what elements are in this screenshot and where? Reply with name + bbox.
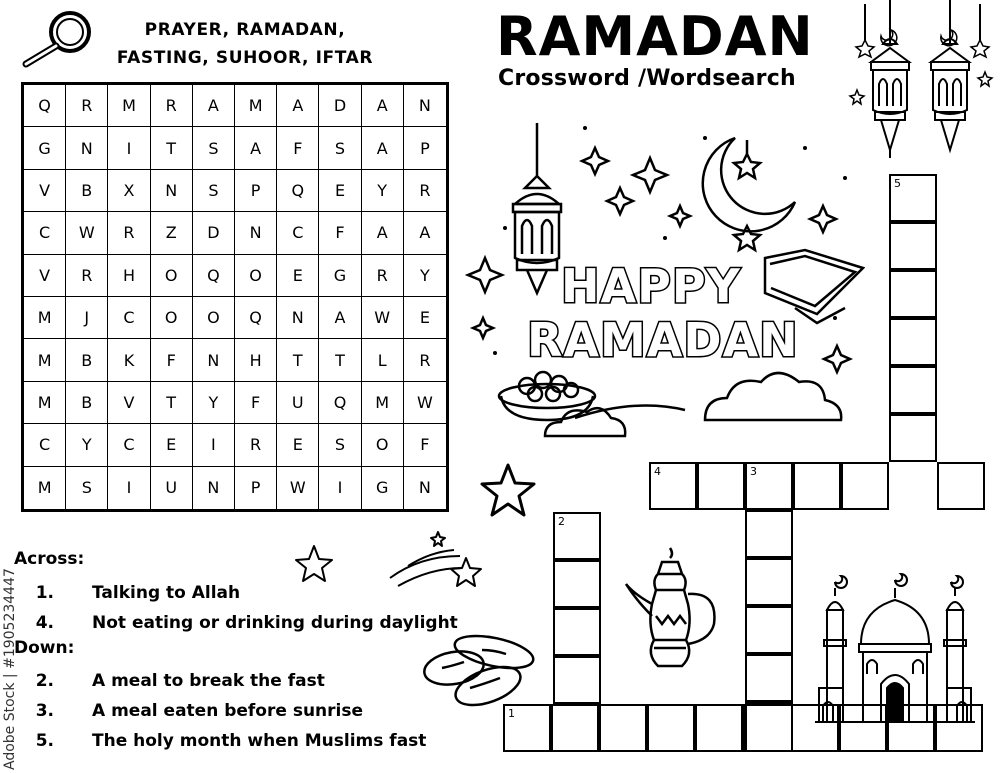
grid-cell[interactable]: E: [319, 170, 361, 212]
grid-cell[interactable]: D: [193, 212, 235, 254]
hanging-lanterns-icon: [845, 0, 1000, 160]
grid-cell[interactable]: S: [193, 127, 235, 169]
clue-across-1: 1. Talking to Allah: [35, 583, 241, 603]
grid-cell[interactable]: P: [235, 170, 277, 212]
grid-cell[interactable]: M: [108, 85, 150, 127]
clue-down-2: 2. A meal to break the fast: [35, 671, 325, 691]
grid-cell[interactable]: D: [319, 85, 361, 127]
crossword-cell[interactable]: [889, 222, 937, 270]
wordsearch-grid: [21, 82, 449, 512]
grid-cell[interactable]: Q: [235, 297, 277, 339]
page-title: RAMADAN: [496, 5, 814, 68]
grid-cell[interactable]: F: [235, 382, 277, 424]
grid-cell[interactable]: E: [151, 424, 193, 466]
grid-cell[interactable]: N: [193, 467, 235, 509]
crossword-cell[interactable]: [745, 462, 793, 510]
crossword-cell[interactable]: [745, 704, 793, 752]
crossword-cell[interactable]: [889, 366, 937, 414]
grid-cell[interactable]: F: [277, 127, 319, 169]
grid-cell[interactable]: O: [151, 255, 193, 297]
grid-cell[interactable]: C: [108, 297, 150, 339]
grid-cell[interactable]: C: [24, 424, 66, 466]
grid-cell[interactable]: G: [362, 467, 404, 509]
grid-cell[interactable]: I: [108, 127, 150, 169]
grid-cell[interactable]: T: [319, 339, 361, 381]
grid-cell[interactable]: A: [277, 85, 319, 127]
grid-cell[interactable]: Y: [193, 382, 235, 424]
grid-cell[interactable]: F: [151, 339, 193, 381]
banner-happy: HAPPY: [561, 259, 741, 313]
grid-cell[interactable]: A: [362, 212, 404, 254]
dates-icon: [422, 630, 537, 710]
grid-cell[interactable]: N: [235, 212, 277, 254]
grid-cell[interactable]: G: [24, 127, 66, 169]
crossword-cell[interactable]: [649, 462, 697, 510]
grid-cell[interactable]: V: [24, 255, 66, 297]
grid-cell[interactable]: C: [277, 212, 319, 254]
grid-cell[interactable]: O: [193, 297, 235, 339]
grid-cell[interactable]: F: [319, 212, 361, 254]
grid-cell[interactable]: M: [24, 297, 66, 339]
crossword-cell[interactable]: [599, 704, 647, 752]
grid-cell[interactable]: N: [151, 170, 193, 212]
crossword-cell[interactable]: [745, 606, 793, 654]
coffee-pot-icon: [622, 544, 722, 674]
grid-cell[interactable]: S: [319, 127, 361, 169]
grid-cell[interactable]: T: [151, 382, 193, 424]
grid-cell[interactable]: I: [193, 424, 235, 466]
grid-cell[interactable]: R: [235, 424, 277, 466]
grid-cell[interactable]: A: [319, 297, 361, 339]
crossword-number: 5: [894, 177, 901, 190]
grid-cell[interactable]: T: [151, 127, 193, 169]
clue-across-4: 4. Not eating or drinking during daylight: [35, 613, 458, 633]
grid-cell[interactable]: N: [66, 127, 108, 169]
grid-cell[interactable]: T: [277, 339, 319, 381]
grid-cell[interactable]: U: [151, 467, 193, 509]
grid-cell[interactable]: M: [362, 382, 404, 424]
grid-cell[interactable]: M: [24, 339, 66, 381]
grid-cell[interactable]: Q: [193, 255, 235, 297]
grid-cell[interactable]: A: [235, 127, 277, 169]
crossword-cell[interactable]: [647, 704, 695, 752]
grid-cell[interactable]: N: [277, 297, 319, 339]
grid-cell[interactable]: W: [404, 382, 446, 424]
grid-cell[interactable]: Q: [319, 382, 361, 424]
grid-cell[interactable]: C: [108, 424, 150, 466]
star-icon: [478, 462, 538, 518]
grid-cell[interactable]: V: [24, 170, 66, 212]
grid-cell[interactable]: H: [235, 339, 277, 381]
grid-cell[interactable]: G: [319, 255, 361, 297]
crossword-cell[interactable]: [745, 654, 793, 702]
word-list-line-2: FASTING, SUHOOR, IFTAR: [116, 48, 374, 68]
grid-cell[interactable]: E: [277, 255, 319, 297]
ramadan-illustration: [465, 118, 865, 448]
grid-cell[interactable]: S: [193, 170, 235, 212]
grid-cell[interactable]: Q: [277, 170, 319, 212]
crossword-cell[interactable]: [889, 174, 937, 222]
crossword-cell[interactable]: [551, 704, 599, 752]
crossword-cell[interactable]: [695, 704, 743, 752]
grid-cell[interactable]: B: [66, 339, 108, 381]
grid-cell[interactable]: M: [24, 382, 66, 424]
word-list: [100, 16, 390, 72]
grid-cell[interactable]: R: [108, 212, 150, 254]
crossword-number: 1: [508, 707, 515, 720]
grid-cell[interactable]: N: [193, 339, 235, 381]
grid-cell[interactable]: R: [151, 85, 193, 127]
down-heading: Down:: [14, 638, 75, 658]
crossword-cell[interactable]: [841, 462, 889, 510]
grid-cell[interactable]: W: [66, 212, 108, 254]
crossword-number: 3: [750, 465, 757, 478]
grid-cell[interactable]: R: [66, 255, 108, 297]
clue-down-5: 5. The holy month when Muslims fast: [35, 731, 427, 751]
grid-cell[interactable]: M: [235, 85, 277, 127]
crossword-cell[interactable]: [745, 510, 793, 558]
grid-cell[interactable]: W: [362, 297, 404, 339]
grid-cell[interactable]: Y: [362, 170, 404, 212]
grid-cell[interactable]: O: [235, 255, 277, 297]
grid-cell[interactable]: R: [404, 170, 446, 212]
grid-cell[interactable]: H: [108, 255, 150, 297]
grid-cell[interactable]: Y: [404, 255, 446, 297]
word-list-line-1: PRAYER, RAMADAN,: [144, 20, 346, 40]
grid-cell[interactable]: I: [108, 467, 150, 509]
crossword-cell[interactable]: [937, 462, 985, 510]
grid-cell[interactable]: M: [24, 467, 66, 509]
banner-ramadan: RAMADAN: [527, 313, 799, 367]
crossword-cell[interactable]: [793, 462, 841, 510]
grid-cell[interactable]: I: [319, 467, 361, 509]
grid-cell[interactable]: K: [108, 339, 150, 381]
grid-cell[interactable]: V: [108, 382, 150, 424]
grid-cell[interactable]: L: [362, 339, 404, 381]
grid-cell[interactable]: O: [362, 424, 404, 466]
crossword-cell[interactable]: [745, 558, 793, 606]
crossword-cell[interactable]: [553, 656, 601, 704]
magnifier-icon: [18, 6, 98, 70]
grid-cell[interactable]: P: [235, 467, 277, 509]
grid-cell[interactable]: R: [362, 255, 404, 297]
grid-cell[interactable]: Q: [24, 85, 66, 127]
crossword-cell[interactable]: [553, 560, 601, 608]
grid-cell[interactable]: C: [24, 212, 66, 254]
mosque-icon: [815, 566, 975, 728]
grid-cell[interactable]: Z: [151, 212, 193, 254]
grid-cell[interactable]: F: [404, 424, 446, 466]
grid-cell[interactable]: P: [404, 127, 446, 169]
clue-down-3: 3. A meal eaten before sunrise: [35, 701, 364, 721]
crossword-cell[interactable]: [889, 270, 937, 318]
crossword-cell[interactable]: [889, 414, 937, 462]
across-heading: Across:: [14, 549, 85, 569]
crossword-number: 4: [654, 465, 661, 478]
grid-cell[interactable]: E: [277, 424, 319, 466]
grid-cell[interactable]: O: [151, 297, 193, 339]
shooting-stars-icon: [290, 526, 490, 596]
crossword-cell[interactable]: [553, 512, 601, 560]
grid-cell[interactable]: X: [108, 170, 150, 212]
page-subtitle: Crossword /Wordsearch: [498, 66, 796, 91]
crossword-number: 2: [558, 515, 565, 528]
grid-cell[interactable]: S: [66, 467, 108, 509]
grid-cell[interactable]: B: [66, 382, 108, 424]
watermark: Adobe Stock | #1905234447: [2, 568, 18, 770]
grid-cell[interactable]: J: [66, 297, 108, 339]
grid-cell[interactable]: E: [404, 297, 446, 339]
grid-cell[interactable]: R: [66, 85, 108, 127]
grid-cell[interactable]: A: [362, 85, 404, 127]
crossword-cell[interactable]: [503, 704, 551, 752]
grid-cell[interactable]: A: [362, 127, 404, 169]
grid-cell[interactable]: U: [277, 382, 319, 424]
crossword-cell[interactable]: [553, 608, 601, 656]
grid-cell[interactable]: W: [277, 467, 319, 509]
grid-cell[interactable]: Y: [66, 424, 108, 466]
crossword-cell[interactable]: [889, 318, 937, 366]
grid-cell[interactable]: A: [193, 85, 235, 127]
grid-cell[interactable]: N: [404, 85, 446, 127]
grid-cell[interactable]: B: [66, 170, 108, 212]
grid-cell[interactable]: R: [404, 339, 446, 381]
grid-cell[interactable]: A: [404, 212, 446, 254]
grid-cell[interactable]: N: [418, 478, 431, 498]
grid-cell[interactable]: S: [319, 424, 361, 466]
crossword-cell[interactable]: [697, 462, 745, 510]
